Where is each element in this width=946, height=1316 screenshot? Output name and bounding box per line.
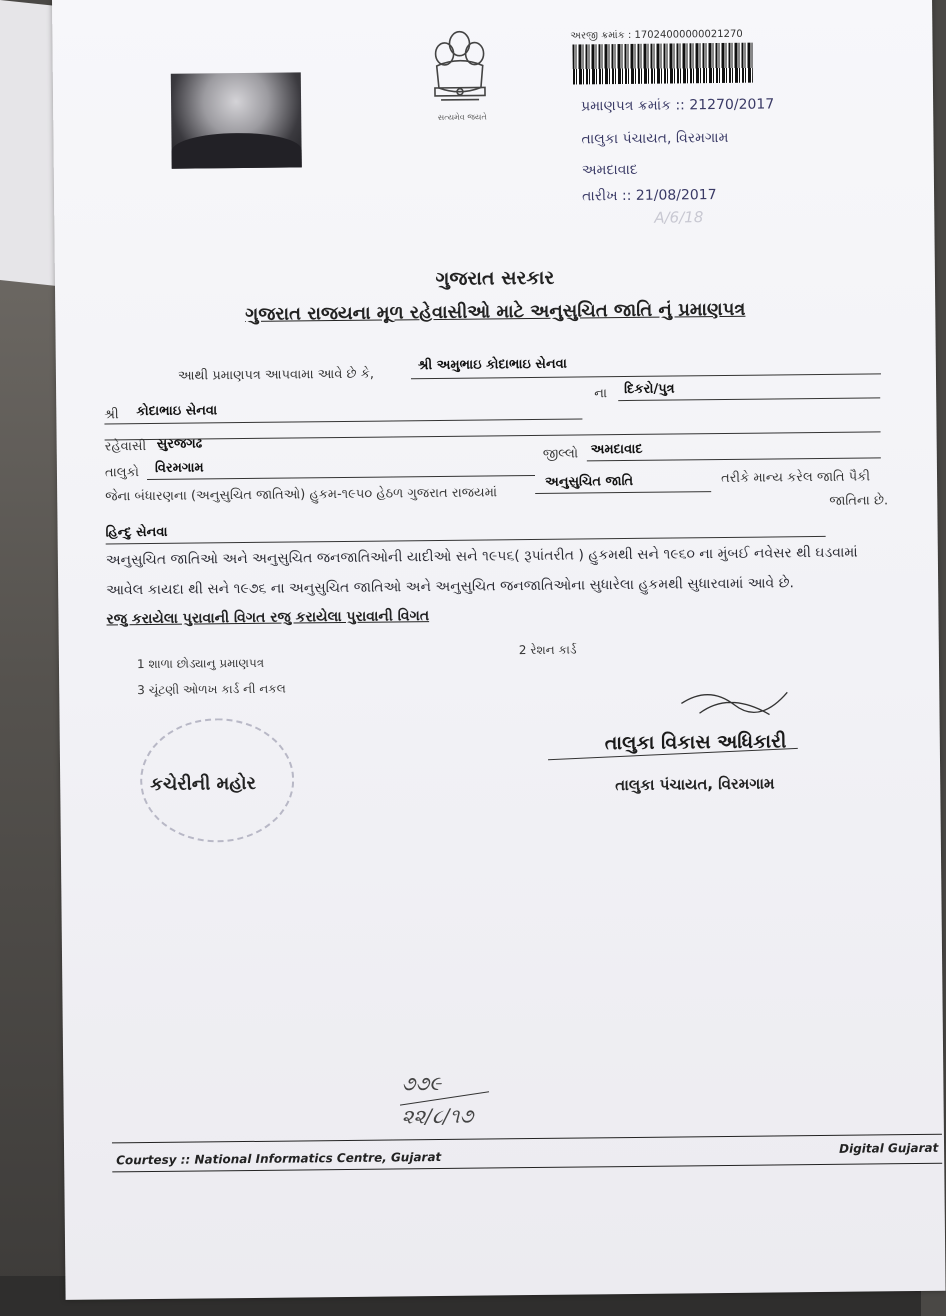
signatory-designation: તાલુકા વિકાસ અધિકારી bbox=[604, 730, 787, 755]
proof-item-3: 3 ચૂંટણી ઓળખ કાર્ડ ની નકલ bbox=[137, 681, 286, 698]
resident-value: સુરજગઢ bbox=[156, 436, 203, 452]
issuing-office: તાલુકા પંચાયત, વિરમગામ bbox=[581, 129, 729, 148]
legal-paragraph-line1: અનુસુચિત જાતિઓ અને અનુસુચિત જનજાતિઓની યાદીઓ સને ૧૯૫૬( રૂપાંતરીત ) હુકમથી સને ૧૯૬૦ ના મુંબઈ નવેસર થી ઘડવામાં bbox=[105, 544, 858, 569]
district-value: અમદાવાદ bbox=[590, 441, 643, 458]
recognised-text: તરીકે માન્ય કરેલ જાતિ પૈકી bbox=[720, 469, 871, 487]
applicant-photo bbox=[171, 72, 302, 168]
order-text: જેના બંધારણના (અનુસુચિત જાતિઓ) હુકમ-૧૯૫૦ હેઠળ ગુજરાત રાજયમાં bbox=[105, 485, 498, 505]
issuing-district: અમદાવાદ bbox=[581, 161, 638, 179]
relation-value: દિકરો/પુત્ર bbox=[624, 381, 675, 398]
caste-value: હિન્દુ સેનવા bbox=[105, 524, 168, 541]
barcode bbox=[572, 43, 752, 85]
district-label: જીલ્લો bbox=[542, 446, 579, 462]
office-seal-label: કચેરીની મહોર bbox=[150, 772, 257, 796]
holder-name: શ્રી અમુભાઇ કોદાભાઇ સેનવા bbox=[417, 356, 567, 374]
legal-paragraph-line2: આવેલ કાયદા થી સને ૧૯૭૬ ના અનુસુચિત જાતિઓ અને અનુસુચિત જનજાતિઓના સુધારેલા હુકમથી સુધારવામાં આવે છે. bbox=[106, 575, 795, 599]
certificate-title: ગુજરાત રાજયના મૂળ રહેવાસીઓ માટે અનુસુચિત જાતિ નું પ્રમાણપત્ર bbox=[245, 298, 746, 325]
handwritten-note-line1: ૭૭૯ bbox=[401, 1070, 442, 1096]
intro-label: આથી પ્રમાણપત્ર આપવામા આવે છે કે, bbox=[177, 366, 375, 384]
certificate-number: પ્રમાણપત્ર ક્રમાંક :: 21270/2017 bbox=[581, 96, 775, 115]
resident-label: રહેવાસી bbox=[104, 439, 147, 455]
government-title: ગુજરાત સરકાર bbox=[435, 266, 555, 290]
certificate-sheet bbox=[52, 0, 946, 1300]
shri-label: શ્રી bbox=[104, 407, 119, 423]
proof-item-2: 2 રેશન કાર્ડ bbox=[518, 642, 577, 658]
issue-date: તારીખ :: 21/08/2017 bbox=[582, 187, 717, 205]
taluka-label: તાલુકો bbox=[104, 465, 140, 481]
footer-courtesy: Courtesy :: National Informatics Centre, Gujarat bbox=[116, 1149, 442, 1168]
proof-item-1: 1 શાળા છોડ્યાનુ પ્રમાણપત્ર bbox=[136, 655, 265, 672]
category-value: અનુસુચિત જાતિ bbox=[544, 473, 634, 490]
faint-stamp: A/6/18 bbox=[654, 208, 704, 227]
application-number: અરજી ક્રમાંક : 17024000000021270 bbox=[570, 28, 743, 42]
emblem-motto: સત્યમેવ જયતે bbox=[437, 112, 487, 122]
proofs-heading: રજુ કરાયેલા પુરાવાની વિગત રજુ કરાયેલા પુરાવાની વિગત bbox=[106, 608, 430, 628]
caste-suffix: જાતિના છે. bbox=[829, 493, 889, 509]
signature-scrawl bbox=[679, 682, 789, 723]
handwritten-note-line2: ૨૨/૮/૧૭ bbox=[401, 1103, 474, 1129]
taluka-value: વિરમગામ bbox=[154, 460, 204, 476]
signatory-office: તાલુકા પંચાયત, વિરમગામ bbox=[615, 774, 775, 795]
father-name: કોદાભાઇ સેનવા bbox=[136, 403, 218, 420]
footer-brand: Digital Gujarat bbox=[839, 1140, 939, 1156]
na-label: ના bbox=[594, 386, 608, 402]
national-emblem-icon bbox=[422, 25, 497, 118]
